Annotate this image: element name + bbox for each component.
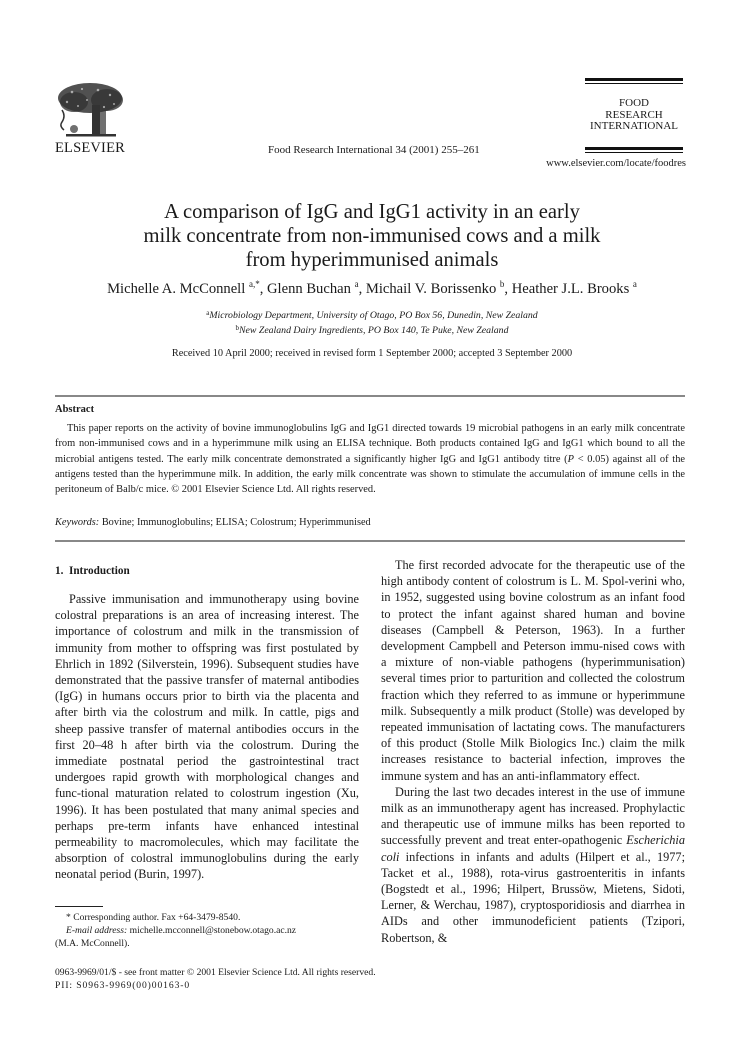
p-value-symbol: P — [567, 453, 574, 465]
author-name: Michelle A. McConnell — [107, 281, 246, 297]
article-title — [60, 200, 684, 272]
publisher-logo-text: ELSEVIER — [54, 140, 126, 156]
author-affiliation-mark: a,* — [248, 279, 260, 289]
affiliation-line — [60, 307, 684, 322]
keywords — [55, 517, 371, 528]
right-column — [381, 557, 685, 946]
title-line: milk concentrate from non-immunised cows and a milk — [143, 225, 601, 247]
abstract-text — [55, 421, 685, 497]
title-line: from hyperimmunised animals — [245, 249, 499, 271]
body-paragraph — [381, 784, 685, 946]
author-affiliation-mark: a — [632, 279, 637, 289]
journal-url[interactable]: www.elsevier.com/locate/foodres — [546, 158, 686, 169]
copyright-line: 0963-9969/01/$ - see front matter © 2001 Elsevier Science Ltd. All rights reserved. — [55, 967, 376, 978]
pii: PII: S0963-9969(00)00163-0 — [55, 980, 191, 991]
keywords-list: Bovine; Immunoglobulins; ELISA; Colostrum; Hyperimmunised — [101, 517, 371, 528]
species-name: Escherichia coli — [381, 833, 685, 864]
tree-icon — [52, 80, 128, 140]
journal-masthead — [585, 78, 683, 153]
affiliation-mark: a — [206, 309, 210, 317]
masthead-rule-bottom — [585, 147, 683, 150]
divider — [55, 395, 685, 397]
author-affiliation-mark: a — [354, 279, 359, 289]
body-text: infections in infants and adults (Hilpert et al., 1977; Tacket et al., 1988), rota-virus gastroenteritis in infants (Bogstedt et al., 1996; Hilpert, Brussöw, Mietens, Sidoti, Lerner, & Werchau, 1987), cryptosporidiosis and diarrhea in AIDs and other immunodeficient patients (Tzipori, Robertson, & — [381, 849, 685, 945]
author-name: Heather J.L. Brooks — [511, 281, 630, 297]
masthead-rule-bottom-thin — [585, 152, 683, 153]
email-label: E-mail address: — [66, 925, 128, 936]
masthead-rule-top — [585, 78, 683, 81]
title-line: A comparison of IgG and IgG1 activity in an early — [164, 201, 580, 223]
footnotes — [55, 911, 385, 950]
journal-name — [585, 98, 683, 133]
affiliation-text: Microbiology Department, University of Otago, PO Box 56, Dunedin, New Zealand — [209, 310, 538, 321]
journal-citation: Food Research International 34 (2001) 255–261 — [268, 144, 480, 156]
body-text: During the last two decades interest in the use of immune milk as an immunotherapy agent has increased. Prophylactic and therapeutic use of immune milks has been reported to successfully prevent and treat enter-opathogenic — [381, 784, 685, 848]
corresponding-author-note: * Corresponding author. Fax +64-3479-8540. — [66, 912, 241, 923]
email-owner: (M.A. McConnell). — [55, 938, 130, 949]
affiliation-text: New Zealand Dairy Ingredients, PO Box 140, Te Puke, New Zealand — [239, 325, 509, 336]
author-name: Michail V. Borissenko — [365, 281, 497, 297]
affiliations — [60, 307, 684, 337]
author-list — [40, 279, 704, 298]
author-affiliation-mark: b — [499, 279, 505, 289]
abstract-text-part: This paper reports on the activity of bovine immunoglobulins IgG and IgG1 directed towards 19 microbial pathogens in an early milk concentrate from non-immunised cows and in a hyperimmune milk using an ELISA technique. Both products contained IgG and IgG1 which bound to all the microbial antigens tested. The early milk concentrate demonstrated a significantly higher IgG and IgG1 antibody titre ( — [55, 423, 685, 465]
abstract-heading: Abstract — [55, 404, 95, 415]
email-note — [55, 924, 385, 937]
keywords-label: Keywords: — [55, 517, 100, 528]
journal-name-line: FOOD — [619, 97, 649, 109]
author-separator: , — [259, 281, 267, 297]
author-separator: , — [358, 281, 366, 297]
body-paragraph: Passive immunisation and immunotherapy using bovine colostral preparations is an area of increasing interest. The importance of colostrum and milk in the transmission of immunity from mother to offspring was first postulated by Ehrlich in 1892 (Silverstein, 1996). Subsequent studies have demonstrated that the passive transfer of maternal antibodies (IgG) in humans occurs prior to birth via the placenta and after birth via the colostrum and milk. In cattle, pigs and sheep passive transfer of maternal antibodies occurs in the first 20–48 h after birth via the colostrum. During the immediate postnatal period the gastrointestinal tract undergoes rapid growth with morphological changes and func-tional maturation related to colostrum ingestion (Xu, 1996). It has been postulated that many animal species and perhaps pre-term infants have enhanced intestinal permeability to macromolecules, which may facilitate the absorption of colostral immunoglobulins during the early neonatal period (Burin, 1997). — [55, 592, 359, 882]
section-heading: 1. Introduction — [55, 565, 130, 577]
footnote-rule — [55, 906, 103, 907]
journal-name-line: RESEARCH — [605, 108, 663, 121]
author-name: Glenn Buchan — [267, 281, 351, 297]
received-dates: Received 10 April 2000; received in revised form 1 September 2000; accepted 3 September 2000 — [171, 348, 573, 359]
affiliation-line — [60, 322, 684, 337]
author-separator: , — [504, 281, 512, 297]
body-paragraph: The first recorded advocate for the therapeutic use of the high antibody content of colostrum is L. M. Spol-verini who, in 1952, suggested using bovine colostrum as an infant food to protect the infant against shared human and bovine diseases (Campbell & Peterson, 1963). In a further development Campbell and Peterson immu-nised cows with a mixture of non-viable pathogens (hyperimmunisation) several times prior to parturition and collected the colostrum fraction which they referred to as immune or hyperimmune milk. Subsequently a milk product (Stolle) was developed by repeated immunisation of lactating cows. The manufacturers of this product (Stolle Milk Biologics Inc.) claim the milk increases resistance to bacterial infection, improves the immune system and has an anti-inflammatory effect. — [381, 558, 685, 783]
divider — [55, 540, 685, 542]
masthead-rule-top-thin — [585, 83, 683, 84]
abstract-text-part: < 0.05) against all of the antigens tested than the hyperimmune milk. In addition, the early milk concentrate was shown to stimulate the accumulation of immune cells in the peritoneum of Balb/c mice. © 2001 Elsevier Science Ltd. All rights reserved. — [55, 453, 685, 496]
front-matter — [55, 966, 376, 992]
left-column — [55, 591, 359, 883]
journal-name-line: INTERNATIONAL — [590, 120, 678, 133]
affiliation-mark: b — [235, 324, 239, 332]
email-address[interactable]: michelle.mcconnell@stonebow.otago.ac.nz — [129, 925, 297, 936]
